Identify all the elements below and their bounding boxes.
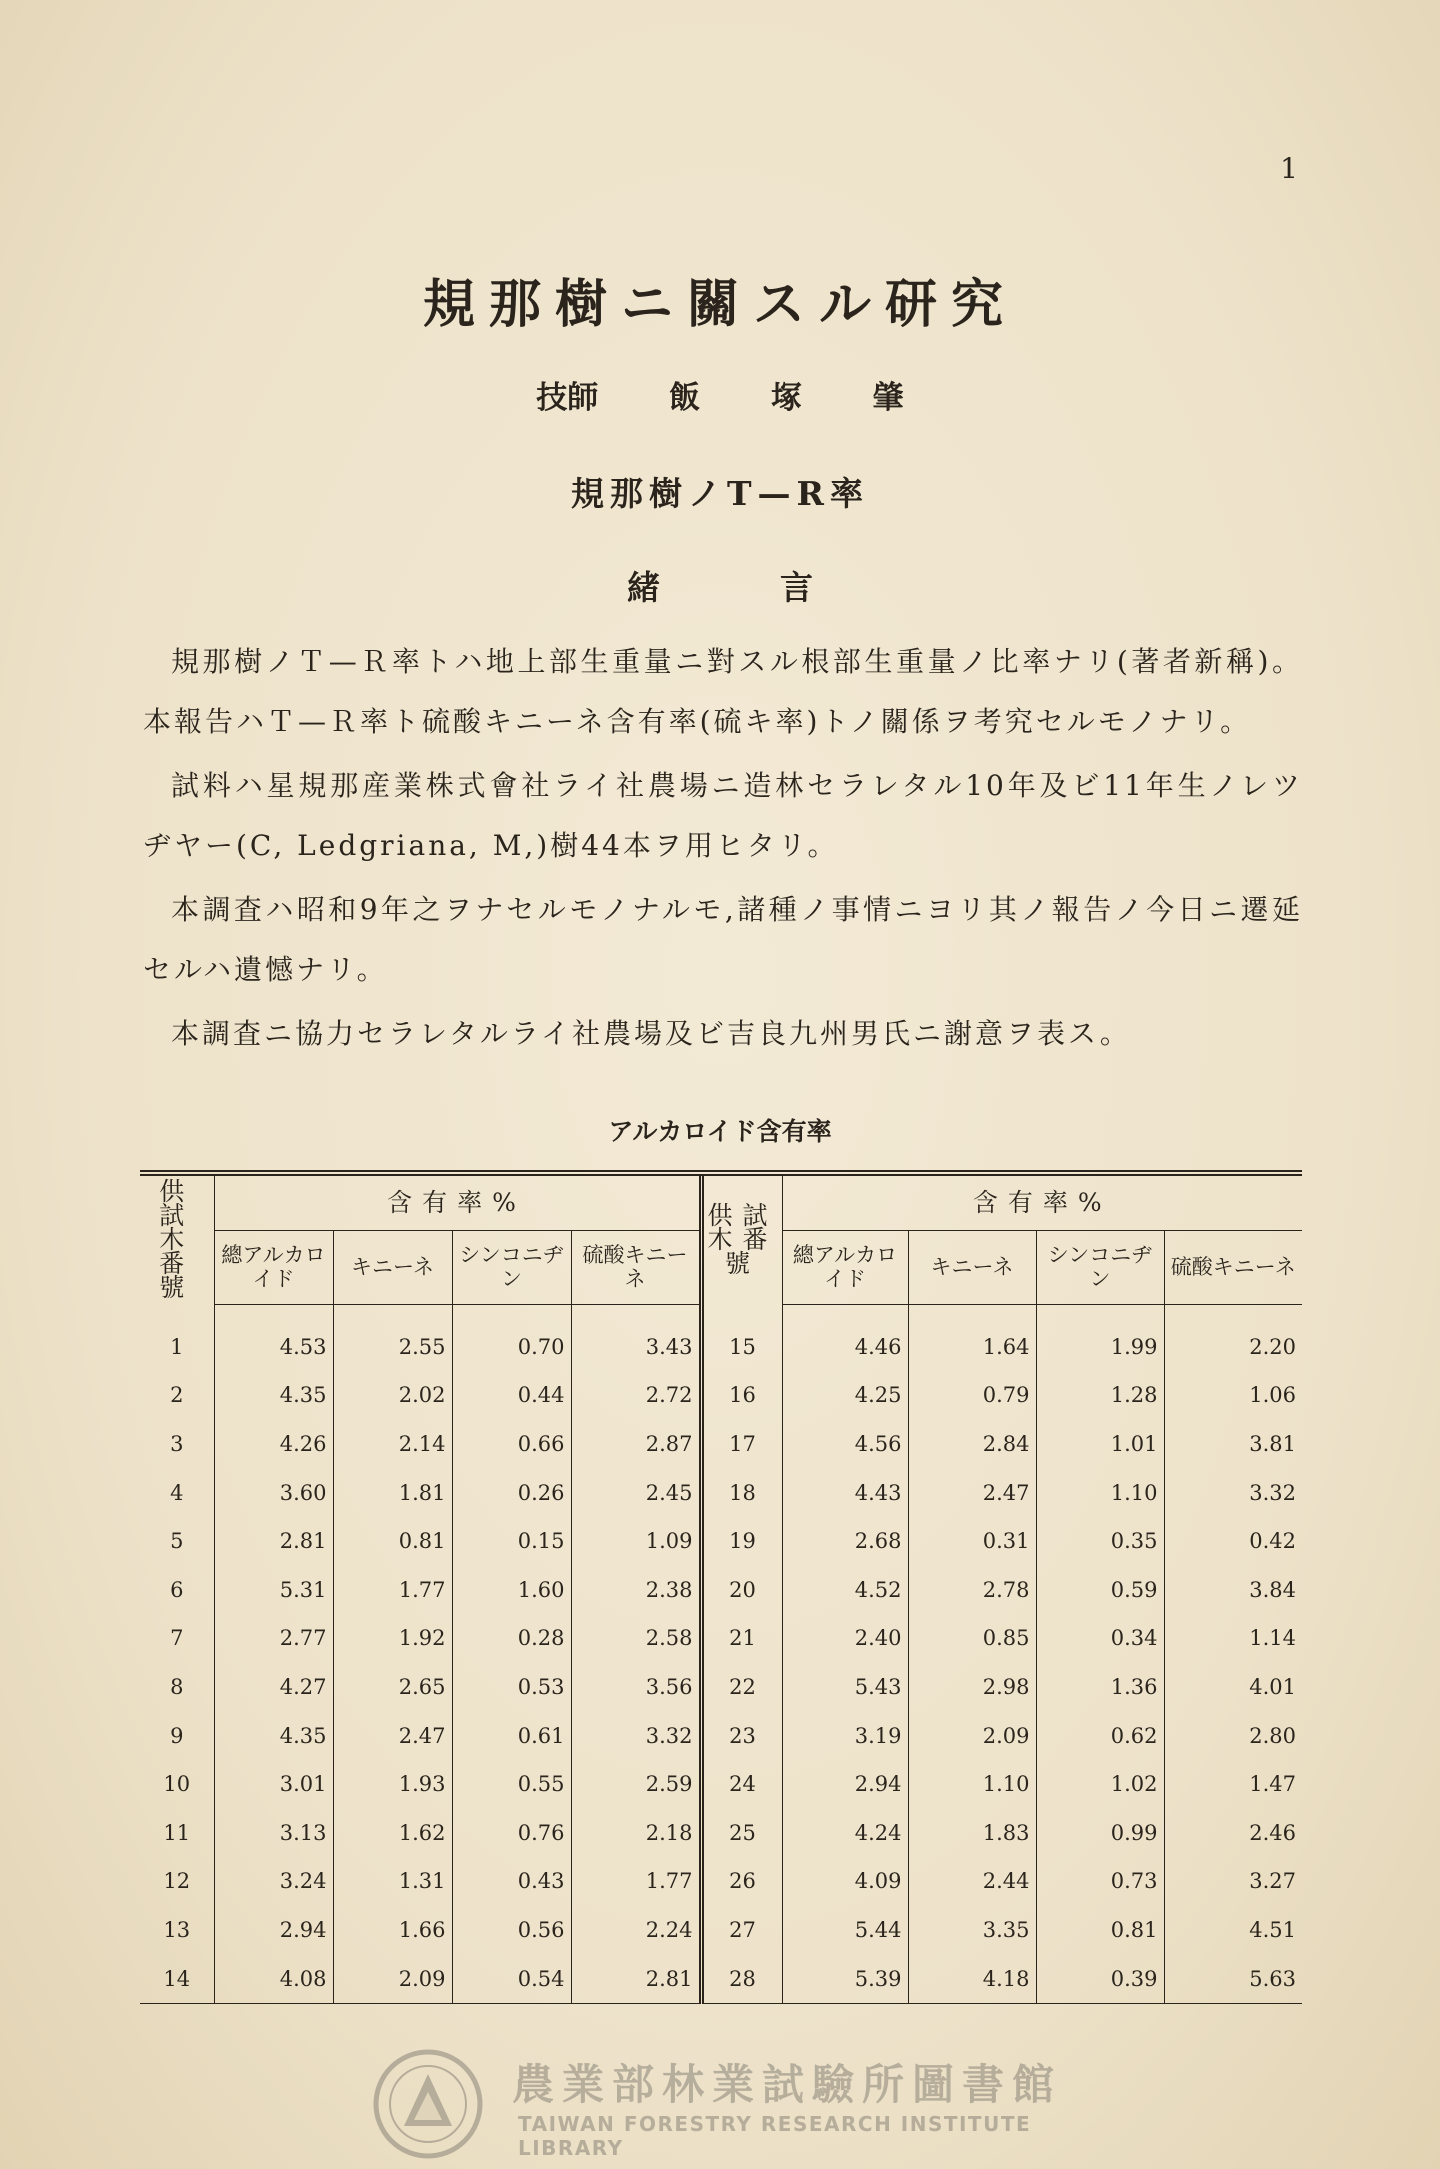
total-alkaloid-cell: 3.60 <box>214 1468 333 1517</box>
cinchonidine-cell: 0.55 <box>452 1760 571 1809</box>
total-alkaloid-cell: 5.31 <box>214 1565 333 1614</box>
table-row <box>140 1808 1302 1857</box>
tree-no-cell: 18 <box>701 1468 782 1517</box>
quinine-cell: 3.35 <box>908 1906 1036 1955</box>
tree-no-cell: 4 <box>170 1480 184 1505</box>
quinine-cell: 0.81 <box>333 1517 452 1566</box>
quinine-cell: 2.65 <box>333 1663 452 1712</box>
cinchonidine-cell: 0.59 <box>1036 1565 1164 1614</box>
total-alkaloid-cell: 5.43 <box>782 1663 908 1712</box>
quinine-sulfate-cell: 3.43 <box>571 1304 701 1371</box>
paragraph: 本調査ニ協力セラレタルライ社農場及ビ吉良九州男氏ニ謝意ヲ表ス。 <box>171 1017 1131 1050</box>
tree-no-cell: 24 <box>701 1760 782 1809</box>
quinine-sulfate-cell: 1.77 <box>571 1857 701 1906</box>
cinchonidine-cell: 0.70 <box>452 1304 571 1371</box>
tree-no-cell: 19 <box>701 1517 782 1566</box>
tree-no-cell: 10 <box>163 1772 191 1797</box>
quinine-cell: 0.79 <box>908 1371 1036 1420</box>
paragraph: 規那樹ノＴ—Ｒ率トハ地上部生重量ニ對スル根部生重量ノ比率ナリ(著者新稱)。本報告ハＴ—Ｒ率ト硫酸キニーネ含有率(硫キ率)トノ關係ヲ考究セルモノナリ。 <box>143 645 1303 738</box>
quinine-cell: 2.09 <box>333 1954 452 2003</box>
cinchonidine-cell: 0.28 <box>452 1614 571 1663</box>
total-alkaloid-cell: 4.24 <box>782 1808 908 1857</box>
tree-no-cell: 2 <box>170 1383 184 1408</box>
total-alkaloid-cell: 2.77 <box>214 1614 333 1663</box>
quinine-sulfate-cell: 2.38 <box>571 1565 701 1614</box>
table-row <box>140 1663 1302 1712</box>
total-alkaloid-cell: 3.13 <box>214 1808 333 1857</box>
cinchonidine-cell: 0.73 <box>1036 1857 1164 1906</box>
quinine-cell: 4.18 <box>908 1954 1036 2003</box>
quinine-cell: 1.31 <box>333 1857 452 1906</box>
quinine-cell: 1.81 <box>333 1468 452 1517</box>
quinine-cell: 1.83 <box>908 1808 1036 1857</box>
header-tree-no: 供試木番號 <box>701 1173 782 1304</box>
quinine-cell: 0.31 <box>908 1517 1036 1566</box>
cinchonidine-cell: 0.26 <box>452 1468 571 1517</box>
quinine-sulfate-cell: 1.06 <box>1164 1371 1302 1420</box>
tree-no-cell: 1 <box>170 1334 184 1359</box>
cinchonidine-cell: 1.02 <box>1036 1760 1164 1809</box>
quinine-sulfate-cell: 2.20 <box>1164 1304 1302 1371</box>
paragraph: 試料ハ星規那産業株式會社ライ社農場ニ造林セラレタル10年及ビ11年生ノレツヂヤー(C, Ledgriana, M,)樹44本ヲ用ヒタリ。 <box>143 769 1303 862</box>
quinine-sulfate-cell: 4.01 <box>1164 1663 1302 1712</box>
cinchonidine-cell: 0.35 <box>1036 1517 1164 1566</box>
table-row <box>140 1517 1302 1566</box>
table-row <box>140 1371 1302 1420</box>
total-alkaloid-cell: 2.40 <box>782 1614 908 1663</box>
table-row <box>140 1420 1302 1469</box>
header-cinchonidine: シンコニヂン <box>1036 1231 1164 1305</box>
paragraph: 本調査ハ昭和9年之ヲナセルモノナルモ,諸種ノ事情ニヨリ其ノ報告ノ今日ニ遷延セルハ遺憾ナリ。 <box>143 893 1303 986</box>
library-watermark <box>372 2044 1092 2164</box>
cinchonidine-cell: 0.44 <box>452 1371 571 1420</box>
tree-no-cell: 17 <box>701 1420 782 1469</box>
tree-no-cell: 25 <box>701 1808 782 1857</box>
total-alkaloid-cell: 4.53 <box>214 1304 333 1371</box>
quinine-sulfate-cell: 2.59 <box>571 1760 701 1809</box>
quinine-sulfate-cell: 3.32 <box>1164 1468 1302 1517</box>
cinchonidine-cell: 0.56 <box>452 1906 571 1955</box>
header-cinchonidine: シンコニヂン <box>452 1231 571 1305</box>
total-alkaloid-cell: 4.46 <box>782 1304 908 1371</box>
table-row <box>140 1468 1302 1517</box>
library-name: 農業部林業試驗所圖書館 <box>512 2060 1063 2109</box>
cinchonidine-cell: 0.53 <box>452 1663 571 1712</box>
table-row <box>140 1614 1302 1663</box>
tree-no-cell: 6 <box>170 1577 184 1602</box>
tree-no-cell: 22 <box>701 1663 782 1712</box>
quinine-cell: 1.92 <box>333 1614 452 1663</box>
cinchonidine-cell: 0.34 <box>1036 1614 1164 1663</box>
cinchonidine-cell: 1.99 <box>1036 1304 1164 1371</box>
table-row <box>140 1711 1302 1760</box>
quinine-cell: 2.09 <box>908 1711 1036 1760</box>
quinine-sulfate-cell: 2.18 <box>571 1808 701 1857</box>
alkaloid-table <box>140 1170 1302 2004</box>
total-alkaloid-cell: 5.39 <box>782 1954 908 2003</box>
quinine-sulfate-cell: 0.42 <box>1164 1517 1302 1566</box>
tree-no-cell: 14 <box>163 1966 191 1991</box>
cinchonidine-cell: 0.43 <box>452 1857 571 1906</box>
header-tree-no: 供試木番號 <box>159 1177 195 1302</box>
cinchonidine-cell: 1.01 <box>1036 1420 1164 1469</box>
total-alkaloid-cell: 5.44 <box>782 1906 908 1955</box>
cinchonidine-cell: 0.15 <box>452 1517 571 1566</box>
table-title: アルカロイド含有率 <box>608 1117 832 1146</box>
cinchonidine-cell: 0.76 <box>452 1808 571 1857</box>
tree-no-cell: 26 <box>701 1857 782 1906</box>
tree-no-cell: 13 <box>163 1917 191 1942</box>
cinchonidine-cell: 0.81 <box>1036 1906 1164 1955</box>
quinine-cell: 2.55 <box>333 1304 452 1371</box>
quinine-sulfate-cell: 2.24 <box>571 1906 701 1955</box>
quinine-sulfate-cell: 2.72 <box>571 1371 701 1420</box>
quinine-cell: 1.93 <box>333 1760 452 1809</box>
table-row <box>140 1760 1302 1809</box>
tree-no-cell: 3 <box>170 1431 184 1456</box>
quinine-sulfate-cell: 3.27 <box>1164 1857 1302 1906</box>
quinine-cell: 2.47 <box>908 1468 1036 1517</box>
total-alkaloid-cell: 3.24 <box>214 1857 333 1906</box>
header-total-alkaloid: 總アルカロイド <box>782 1231 908 1305</box>
total-alkaloid-cell: 4.27 <box>214 1663 333 1712</box>
cinchonidine-cell: 0.66 <box>452 1420 571 1469</box>
total-alkaloid-cell: 4.26 <box>214 1420 333 1469</box>
cinchonidine-cell: 0.61 <box>452 1711 571 1760</box>
paper-subtitle: 規那樹ノT—R率 <box>571 474 869 513</box>
cinchonidine-cell: 0.54 <box>452 1954 571 2003</box>
total-alkaloid-cell: 4.35 <box>214 1371 333 1420</box>
quinine-cell: 1.66 <box>333 1906 452 1955</box>
cinchonidine-cell: 1.36 <box>1036 1663 1164 1712</box>
total-alkaloid-cell: 2.68 <box>782 1517 908 1566</box>
tree-no-cell: 27 <box>701 1906 782 1955</box>
library-seal-icon <box>372 2048 484 2160</box>
header-quinine: キニーネ <box>908 1231 1036 1305</box>
tree-no-cell: 7 <box>170 1626 184 1651</box>
header-quinine: キニーネ <box>333 1231 452 1305</box>
cinchonidine-cell: 0.39 <box>1036 1954 1164 2003</box>
tree-no-cell: 11 <box>163 1820 191 1845</box>
cinchonidine-cell: 1.60 <box>452 1565 571 1614</box>
quinine-sulfate-cell: 2.58 <box>571 1614 701 1663</box>
library-name-english: TAIWAN FORESTRY RESEARCH INSTITUTE LIBRARY <box>518 2112 1032 2160</box>
tree-no-cell: 9 <box>170 1723 184 1748</box>
total-alkaloid-cell: 3.19 <box>782 1711 908 1760</box>
quinine-cell: 2.98 <box>908 1663 1036 1712</box>
tree-no-cell: 28 <box>701 1954 782 2003</box>
header-content-rate: 含有率% <box>782 1173 1302 1231</box>
total-alkaloid-cell: 4.43 <box>782 1468 908 1517</box>
quinine-sulfate-cell: 5.63 <box>1164 1954 1302 2003</box>
tree-no-cell: 5 <box>170 1529 184 1554</box>
total-alkaloid-cell: 2.94 <box>214 1906 333 1955</box>
quinine-sulfate-cell: 4.51 <box>1164 1906 1302 1955</box>
quinine-sulfate-cell: 3.84 <box>1164 1565 1302 1614</box>
header-quinine-sulfate: 硫酸キニーネ <box>571 1231 701 1305</box>
header-content-rate: 含有率% <box>214 1173 701 1231</box>
tree-no-cell: 15 <box>701 1304 782 1371</box>
total-alkaloid-cell: 4.09 <box>782 1857 908 1906</box>
total-alkaloid-cell: 4.35 <box>214 1711 333 1760</box>
author-line: 技師 飯 塚 肇 <box>536 380 904 416</box>
tree-no-cell: 16 <box>701 1371 782 1420</box>
total-alkaloid-cell: 4.25 <box>782 1371 908 1420</box>
quinine-sulfate-cell: 2.80 <box>1164 1711 1302 1760</box>
quinine-sulfate-cell: 3.81 <box>1164 1420 1302 1469</box>
section-heading: 緒言 <box>627 568 933 607</box>
cinchonidine-cell: 1.10 <box>1036 1468 1164 1517</box>
quinine-sulfate-cell: 1.14 <box>1164 1614 1302 1663</box>
total-alkaloid-cell: 4.08 <box>214 1954 333 2003</box>
total-alkaloid-cell: 2.81 <box>214 1517 333 1566</box>
quinine-cell: 2.02 <box>333 1371 452 1420</box>
tree-no-cell: 21 <box>701 1614 782 1663</box>
cinchonidine-cell: 0.62 <box>1036 1711 1164 1760</box>
cinchonidine-cell: 1.28 <box>1036 1371 1164 1420</box>
tree-no-cell: 8 <box>170 1674 184 1699</box>
tree-no-cell: 12 <box>163 1869 191 1894</box>
quinine-cell: 1.64 <box>908 1304 1036 1371</box>
quinine-sulfate-cell: 2.87 <box>571 1420 701 1469</box>
quinine-cell: 0.85 <box>908 1614 1036 1663</box>
table-row <box>140 1565 1302 1614</box>
quinine-sulfate-cell: 1.47 <box>1164 1760 1302 1809</box>
table-row <box>140 1906 1302 1955</box>
body-text <box>143 632 1303 1068</box>
table-row <box>140 1857 1302 1906</box>
quinine-sulfate-cell: 3.56 <box>571 1663 701 1712</box>
quinine-cell: 2.78 <box>908 1565 1036 1614</box>
quinine-cell: 1.62 <box>333 1808 452 1857</box>
total-alkaloid-cell: 4.52 <box>782 1565 908 1614</box>
table-row <box>140 1954 1302 2003</box>
quinine-cell: 2.14 <box>333 1420 452 1469</box>
header-total-alkaloid: 總アルカロイド <box>214 1231 333 1305</box>
quinine-cell: 1.77 <box>333 1565 452 1614</box>
total-alkaloid-cell: 4.56 <box>782 1420 908 1469</box>
header-quinine-sulfate: 硫酸キニーネ <box>1164 1231 1302 1305</box>
total-alkaloid-cell: 2.94 <box>782 1760 908 1809</box>
tree-no-cell: 23 <box>701 1711 782 1760</box>
quinine-cell: 2.47 <box>333 1711 452 1760</box>
paper-title: 規那樹ニ關スル研究 <box>422 274 1017 335</box>
quinine-cell: 1.10 <box>908 1760 1036 1809</box>
quinine-sulfate-cell: 2.81 <box>571 1954 701 2003</box>
cinchonidine-cell: 0.99 <box>1036 1808 1164 1857</box>
quinine-sulfate-cell: 2.46 <box>1164 1808 1302 1857</box>
quinine-sulfate-cell: 2.45 <box>571 1468 701 1517</box>
quinine-cell: 2.84 <box>908 1420 1036 1469</box>
quinine-sulfate-cell: 1.09 <box>571 1517 701 1566</box>
tree-no-cell: 20 <box>701 1565 782 1614</box>
table-body <box>140 1304 1302 2003</box>
page-number: 1 <box>1280 152 1298 185</box>
quinine-sulfate-cell: 3.32 <box>571 1711 701 1760</box>
table-row <box>140 1304 1302 1371</box>
total-alkaloid-cell: 3.01 <box>214 1760 333 1809</box>
quinine-cell: 2.44 <box>908 1857 1036 1906</box>
